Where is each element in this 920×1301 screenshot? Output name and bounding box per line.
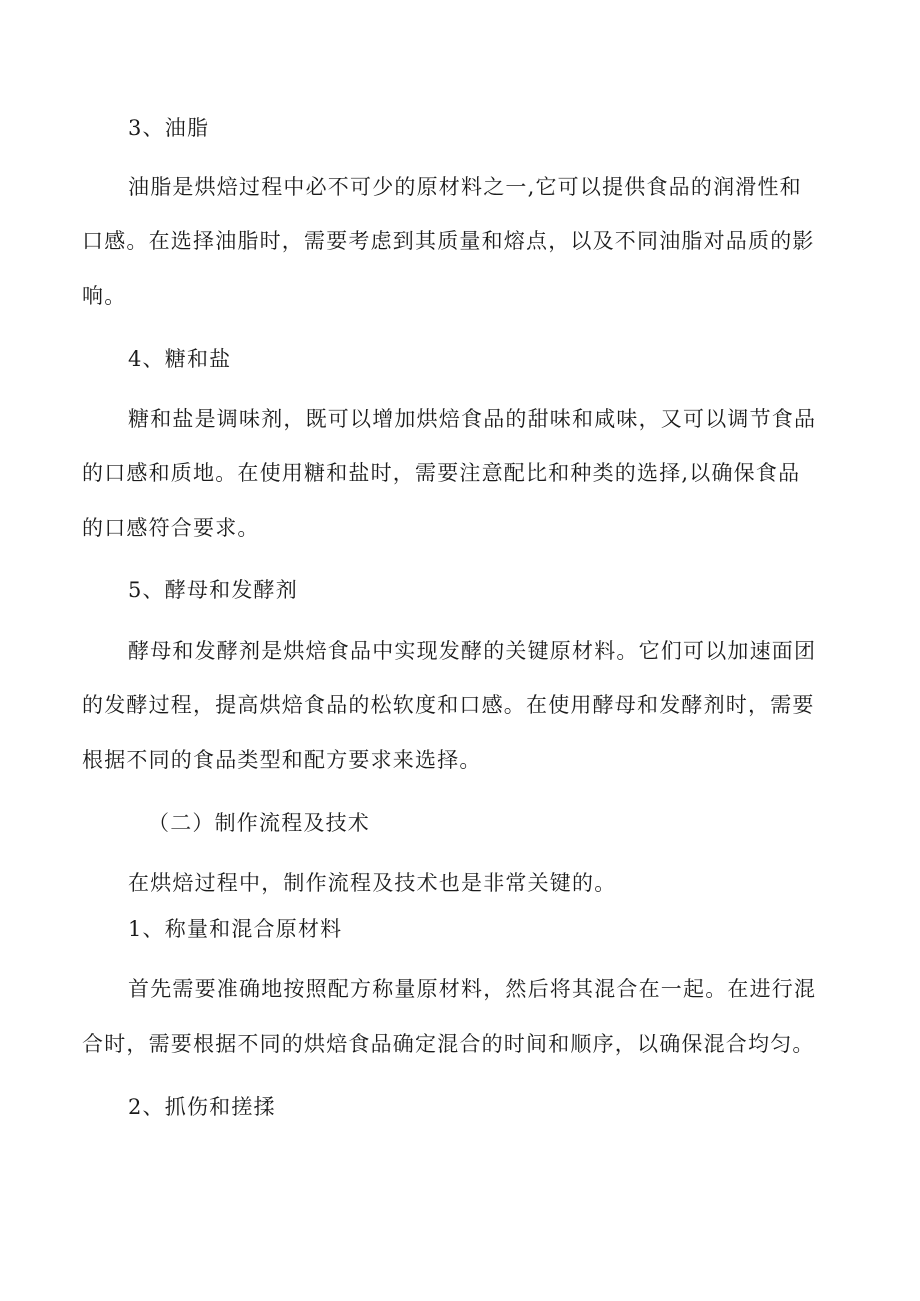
part-2-heading: （二）制作流程及技术 — [148, 811, 370, 835]
section-4-paragraph-line-1: 糖和盐是调味剂，既可以增加烘焙食品的甜味和咸味，又可以调节食品 — [128, 407, 817, 431]
process-2-heading: 2、抓伤和搓揉 — [128, 1095, 276, 1119]
section-5-paragraph-line-1: 酵母和发酵剂是烘焙食品中实现发酵的关键原材料。它们可以加速面团 — [128, 639, 817, 663]
process-1-heading: 1、称量和混合原材料 — [128, 917, 343, 941]
section-3-heading: 3、油脂 — [128, 116, 210, 140]
section-4-paragraph-line-3: 的口感符合要求。 — [82, 516, 260, 540]
section-3-paragraph-line-1: 油脂是烘焙过程中必不可少的原材料之一,它可以提供食品的润滑性和 — [128, 175, 802, 199]
section-4-heading: 4、糖和盐 — [128, 347, 232, 371]
section-4-paragraph-line-2: 的口感和质地。在使用糖和盐时，需要注意配比和种类的选择,以确保食品 — [82, 461, 801, 485]
process-1-paragraph-line-2: 合时，需要根据不同的烘焙食品确定混合的时间和顺序，以确保混合均匀。 — [82, 1032, 815, 1056]
part-2-intro: 在烘焙过程中，制作流程及技术也是非常关键的。 — [128, 871, 617, 895]
section-5-paragraph-line-3: 根据不同的食品类型和配方要求来选择。 — [82, 748, 482, 772]
section-3-paragraph-line-3: 响。 — [82, 284, 127, 308]
section-5-heading: 5、酵母和发酵剂 — [128, 578, 298, 602]
section-3-paragraph-line-2: 口感。在选择油脂时，需要考虑到其质量和熔点，以及不同油脂对品质的影 — [82, 229, 815, 253]
section-5-paragraph-line-2: 的发酵过程，提高烘焙食品的松软度和口感。在使用酵母和发酵剂时，需要 — [82, 693, 815, 717]
process-1-paragraph-line-1: 首先需要准确地按照配方称量原材料，然后将其混合在一起。在进行混 — [128, 977, 817, 1001]
